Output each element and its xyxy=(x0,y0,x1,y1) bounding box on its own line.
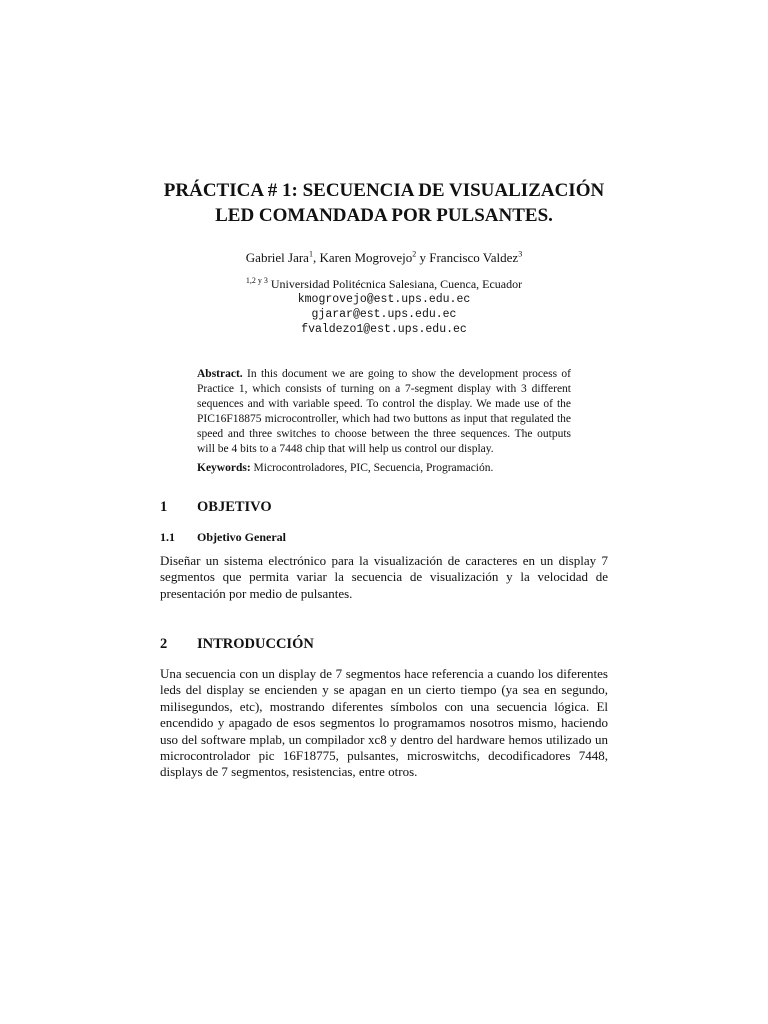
affiliation xyxy=(100,277,668,292)
section-1-paragraph: Diseñar un sistema electrónico para la visualización de caracteres en un display 7 segmentos que permita variar la secuencia de visualización y la velocidad de presentación por medio de pulsantes. xyxy=(160,553,608,601)
keywords-label: Keywords: xyxy=(197,462,251,474)
email-1[interactable]: kmogrovejo@est.ups.edu.ec xyxy=(297,293,471,306)
affiliation-superscript: 1,2 y 3 xyxy=(245,276,268,285)
title-line-1: PRÁCTICA # 1: SECUENCIA DE VISUALIZACIÓN xyxy=(163,180,605,201)
title-line-2: LED COMANDADA POR PULSANTES. xyxy=(215,205,553,226)
email-list xyxy=(100,292,668,337)
section-1-number: 1 xyxy=(160,499,168,515)
subsection-1-1-number: 1.1 xyxy=(160,530,175,544)
author-2: Karen Mogrovejo xyxy=(319,250,413,265)
author-1-superscript: 1 xyxy=(308,249,313,259)
paper-title xyxy=(100,178,668,228)
email-3[interactable]: fvaldezo1@est.ups.edu.ec xyxy=(301,323,467,336)
affiliation-text: Universidad Politécnica Salesiana, Cuenca, Ecuador xyxy=(270,277,523,291)
keywords-text: Microcontroladores, PIC, Secuencia, Programación. xyxy=(253,462,494,474)
section-2-paragraph: Una secuencia con un display de 7 segmentos hace referencia a cuando los diferentes leds del display se encienden y se apagan en un cierto tiempo (ya sea en segundo, milisegundos, etc), mostrando diferentes símbolos con una secuencia lógica. El encendido y apagado de esos segmentos lo programamos nosotros mismo, haciendo uso del software mplab, un compilador xc8 y dentro del hardware hemos utilizado un microcontrolador pic 16F18775, pulsantes, microswitchs, decodificadores 7448, displays de 7 segmentos, resistencias, entre otros. xyxy=(160,666,608,780)
keywords xyxy=(197,461,571,476)
author-2-superscript: 2 xyxy=(412,249,417,259)
section-1-title: OBJETIVO xyxy=(197,499,272,515)
author-separator-2: y xyxy=(416,250,430,265)
email-2[interactable]: gjarar@est.ups.edu.ec xyxy=(311,308,457,321)
author-3-superscript: 3 xyxy=(518,249,523,259)
author-list xyxy=(100,250,668,266)
section-2-title: INTRODUCCIÓN xyxy=(197,636,314,652)
abstract xyxy=(197,367,571,457)
abstract-text: In this document we are going to show the development process of Practice 1, which consists of turning on a 7-segment display with 3 different sequences and with variable speed. To control the display. We made use of the PIC16F18875 microcontroller, which had two buttons as input that regulated the speed and three switches to choose between the three sequences. The outputs will be 4 bits to a 7448 chip that will help us control our display. xyxy=(197,368,571,455)
section-2-number: 2 xyxy=(160,636,168,652)
author-1: Gabriel Jara xyxy=(245,250,309,265)
subsection-1-1-title: Objetivo General xyxy=(197,530,286,544)
abstract-label: Abstract. xyxy=(197,368,243,380)
author-3: Francisco Valdez xyxy=(429,250,519,265)
author-separator-1: , xyxy=(312,250,320,265)
